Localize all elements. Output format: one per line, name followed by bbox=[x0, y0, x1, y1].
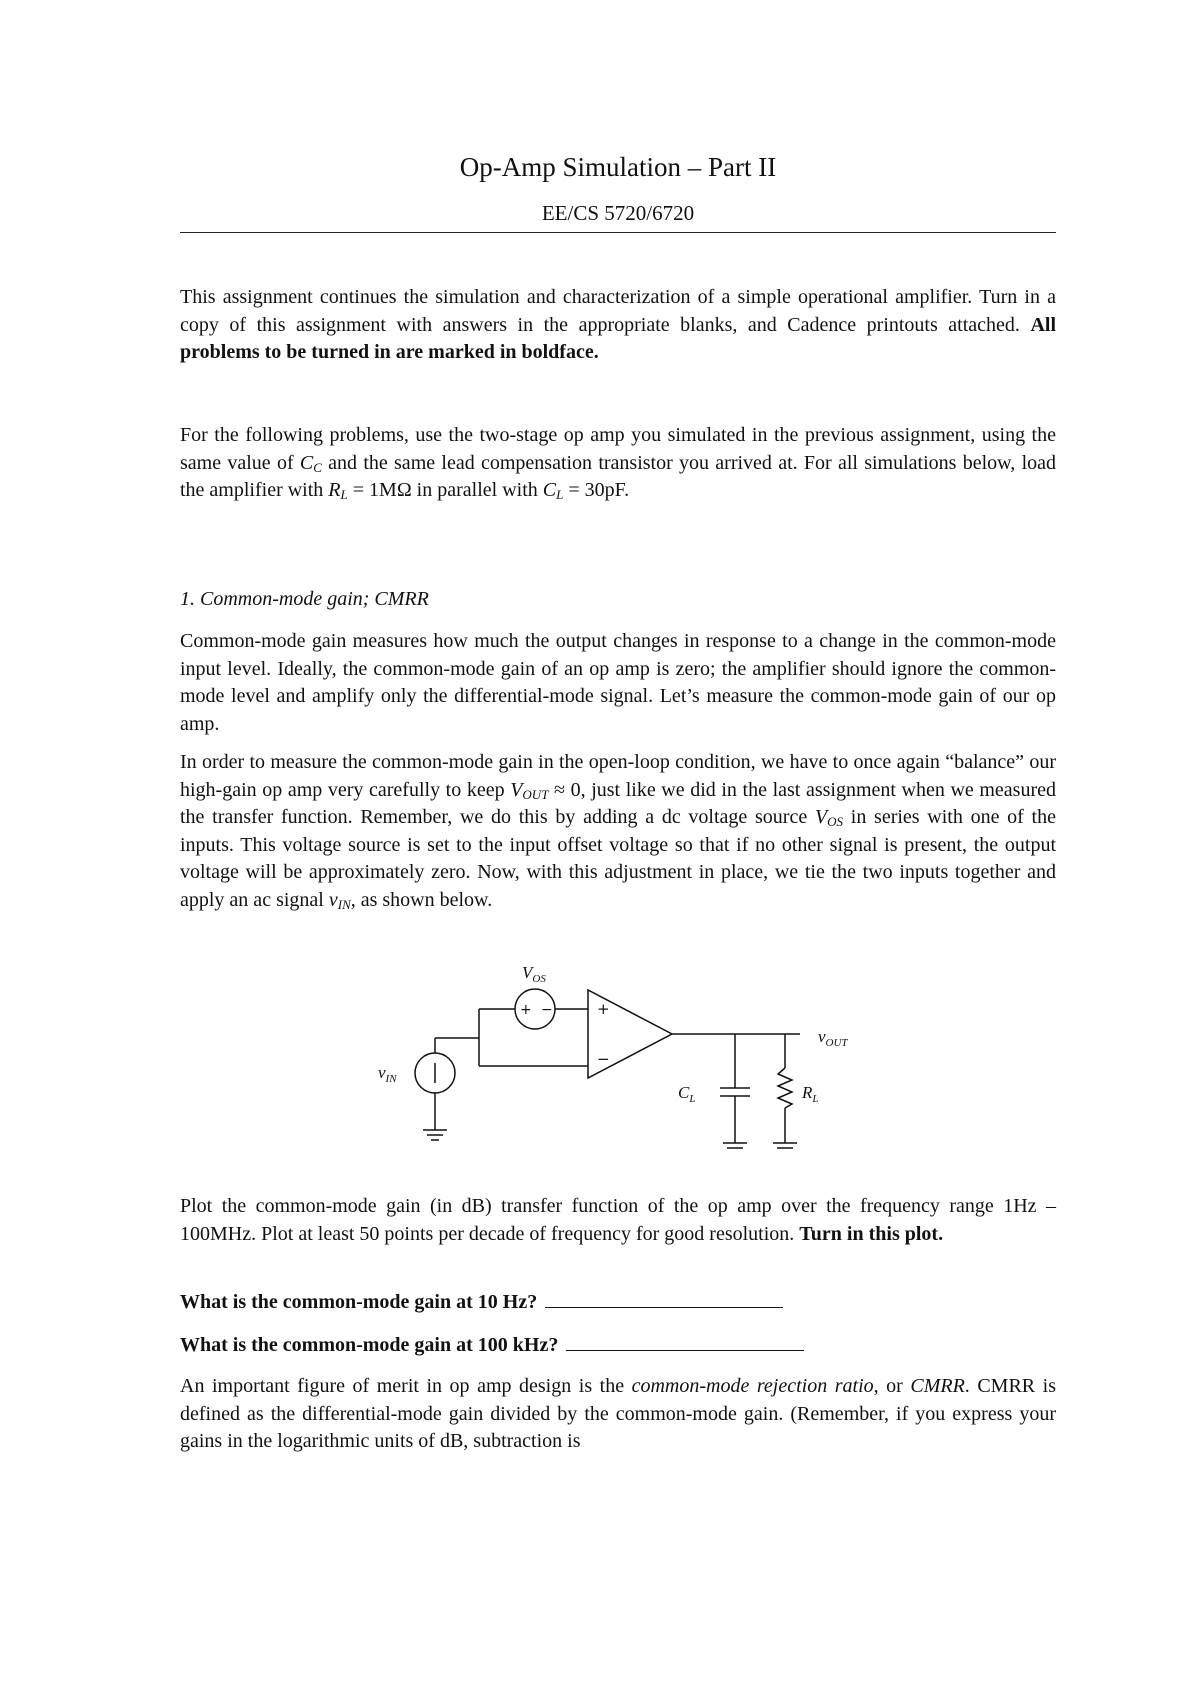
op-amp-circuit-diagram bbox=[370, 958, 890, 1188]
cmrr-text-1: An important figure of merit in op amp design is the bbox=[180, 1375, 632, 1397]
rl-subscript: L bbox=[340, 487, 348, 502]
intro-paragraph bbox=[180, 284, 1056, 367]
answer-blank-100khz[interactable] bbox=[566, 1330, 804, 1351]
measure-text-3: in series with one of the inputs. This voltage source is set to the input offset voltage so that if no other signal is present, the output voltage will be approximately zero. Now, with this adjustment in place, we tie the two inputs together and apply an ac signal bbox=[180, 806, 1056, 911]
measure-text-2: ≈ 0, just like we did in the last assignment when we measured the transfer function. Remember, we do this by adding a dc voltage source bbox=[180, 778, 1057, 828]
setup-text-2: and the same lead compensation transistor you arrived at. For all simulations below, load the amplifier with bbox=[180, 451, 1056, 501]
cc-symbol: C bbox=[299, 451, 314, 474]
setup-paragraph bbox=[180, 422, 1056, 505]
question-100khz-text: What is the common-mode gain at 100 kHz? bbox=[180, 1334, 559, 1356]
vos-source-plus: + bbox=[520, 1002, 532, 1018]
document-header bbox=[180, 150, 1056, 227]
setup-text-1: For the following problems, use the two-stage op amp you simulated in the previous assignment, using the same value of bbox=[180, 424, 1056, 474]
question-10hz-text: What is the common-mode gain at 10 Hz? bbox=[180, 1291, 538, 1313]
vos-symbol: V bbox=[814, 806, 828, 828]
vin-label: $v_{IN}$ bbox=[378, 1063, 397, 1085]
setup-text-3: = 1MΩ in parallel with bbox=[347, 479, 543, 501]
cmrr-text-3: . CMRR is defined as the differential-mode gain divided by the common-mode gain. (Remember, if you express your gains in the logarithmic units of dB, subtraction is bbox=[180, 1375, 1056, 1452]
plot-text: Plot the common-mode gain (in dB) transfer function of the op amp over the frequency range 1Hz – 100MHz. Plot at least 50 points per decade of frequency for good resolution. bbox=[180, 1195, 1056, 1245]
cmrr-term: common-mode rejection ratio bbox=[631, 1375, 874, 1397]
measurement-paragraph bbox=[180, 749, 1056, 914]
vin-subscript: IN bbox=[337, 896, 351, 912]
intro-bold-note: All problems to be turned in are marked in boldface. bbox=[180, 313, 1057, 363]
vout-label: $v_{OUT}$ bbox=[818, 1027, 848, 1049]
question-10hz bbox=[180, 1287, 783, 1316]
vos-subscript: OS bbox=[827, 814, 844, 829]
course-number: EE/CS 5720/6720 bbox=[541, 201, 695, 225]
vos-source-minus: − bbox=[541, 1002, 553, 1018]
turn-in-plot-note: Turn in this plot. bbox=[799, 1222, 944, 1245]
cl-subscript: L bbox=[556, 487, 564, 502]
cm-gain-paragraph: Common-mode gain measures how much the output changes in response to a change in the common-mode input level. Ideally, the common-mode gain of an op amp is zero; the amplifier should ignore the common-mode level and amplify only the differential-mode signal. Let’s measure the common-mode gain of our op amp. bbox=[180, 630, 1056, 735]
cmrr-abbrev: CMRR bbox=[910, 1375, 965, 1397]
answer-blank-10hz[interactable] bbox=[545, 1287, 783, 1308]
cmrr-text-2: , or bbox=[873, 1375, 911, 1397]
rl-resistor-symbol bbox=[778, 1068, 792, 1108]
section-heading: 1. Common-mode gain; CMRR bbox=[180, 588, 429, 610]
noninverting-input-sign: + bbox=[597, 1000, 610, 1018]
page-title: Op-Amp Simulation – Part II bbox=[459, 152, 777, 182]
cl-label: $C_L$ bbox=[678, 1083, 696, 1105]
question-100khz bbox=[180, 1330, 804, 1359]
setup-text-4: = 30pF. bbox=[563, 479, 630, 501]
measure-text-4: , as shown below. bbox=[350, 888, 493, 911]
inverting-input-sign: − bbox=[597, 1050, 610, 1068]
intro-text: This assignment continues the simulation and characterization of a simple operational amplifier. Turn in a copy of this assignment with answers in the appropriate blanks, and Cadence printouts attached. bbox=[180, 286, 1056, 336]
rl-label: $R_L$ bbox=[802, 1083, 819, 1105]
vout-symbol: V bbox=[510, 778, 523, 801]
header-divider bbox=[180, 232, 1056, 233]
cl-symbol: C bbox=[542, 479, 557, 501]
measure-text-1: In order to measure the common-mode gain in the open-loop condition, we have to once again “balance” our high-gain op amp very carefully to keep bbox=[180, 751, 1056, 801]
cmrr-paragraph bbox=[180, 1373, 1056, 1456]
vin-symbol: v bbox=[328, 888, 338, 911]
vos-label: $V_{OS}$ bbox=[522, 963, 546, 985]
plot-instructions bbox=[180, 1193, 1056, 1248]
cc-subscript: C bbox=[313, 459, 322, 475]
vout-subscript: OUT bbox=[522, 786, 549, 802]
rl-symbol: R bbox=[328, 479, 341, 501]
